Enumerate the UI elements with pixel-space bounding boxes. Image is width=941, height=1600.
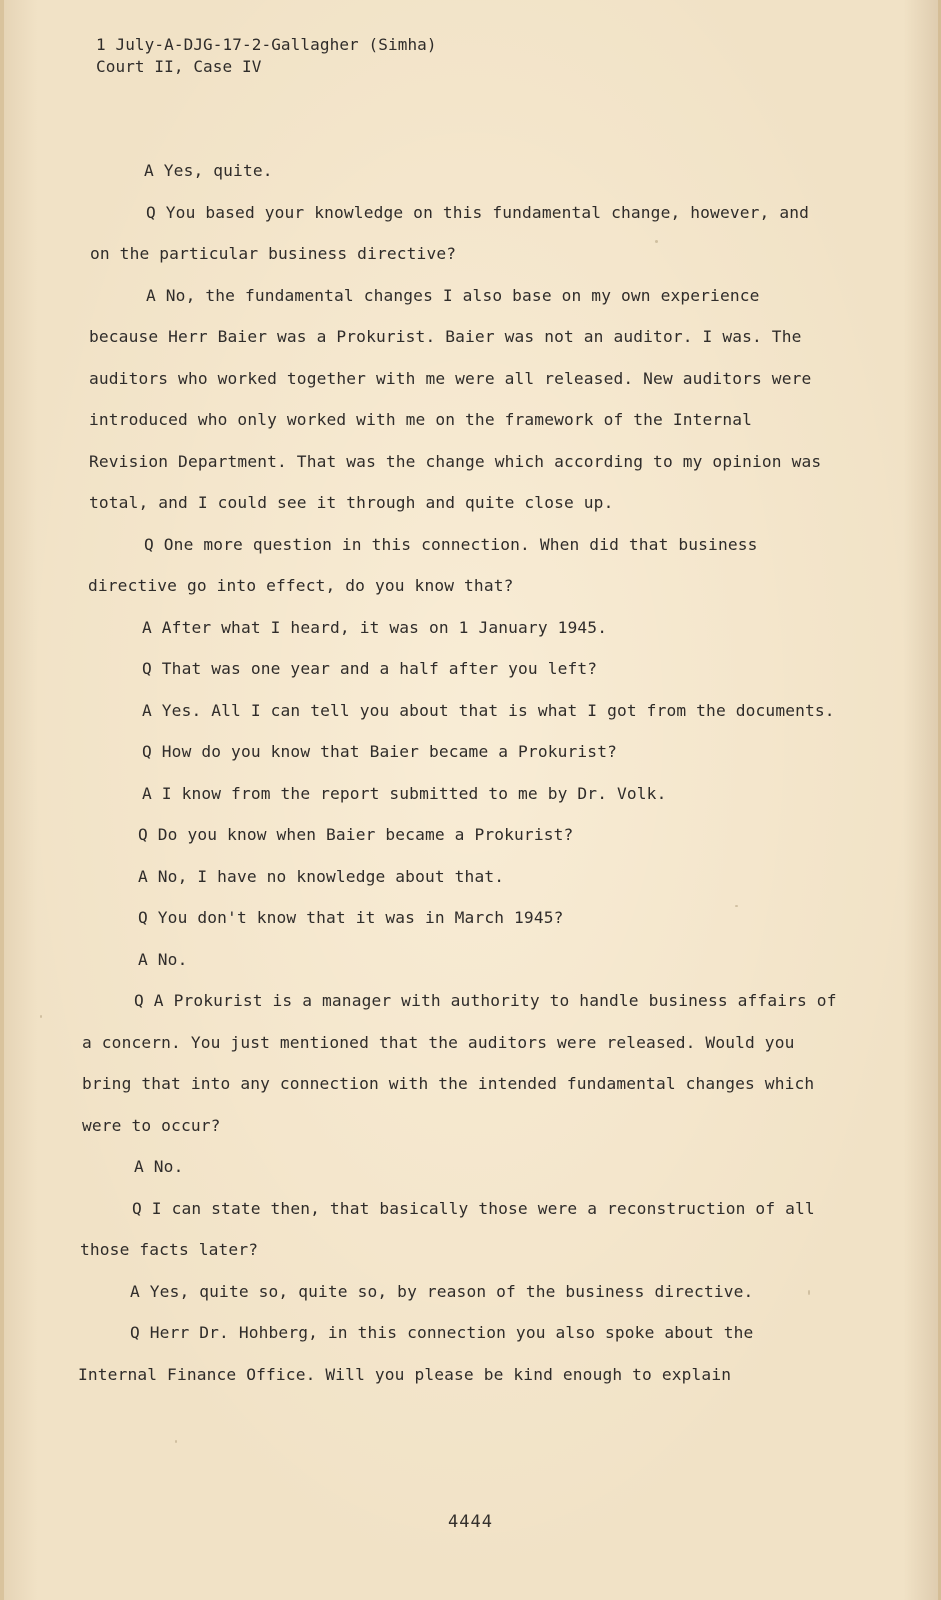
transcript-paragraph: Q Do you know when Baier became a Prokurist? [138, 825, 574, 844]
transcript-body [78, 150, 838, 1395]
transcript-paragraph: A No. [138, 949, 188, 969]
transcript-paragraph: A Yes, quite. [144, 161, 273, 180]
transcript-paragraph: Q One more question in this connection. When did that business directive go into effect, do you know that? [88, 534, 758, 595]
document-header [96, 34, 437, 78]
paper-speck [40, 1015, 42, 1018]
transcript-paragraph: A Yes. All I can tell you about that is what I got from the documents. [142, 700, 835, 720]
transcript-paragraph: Q Herr Dr. Hohberg, in this connection you also spoke about the Internal Finance Office. Will you please be kind enough to explain [78, 1323, 754, 1384]
page-left-edge [0, 0, 4, 1600]
paper-speck [735, 905, 738, 907]
transcript-paragraph: Q That was one year and a half after you left? [142, 659, 598, 678]
paper-speck [808, 1290, 810, 1295]
transcript-paragraph: A Yes, quite so, quite so, by reason of the business directive. [130, 1281, 754, 1301]
paper-speck [655, 240, 658, 243]
transcript-paragraph: Q You based your knowledge on this fundamental change, however, and on the particular business directive? [90, 202, 810, 263]
transcript-paragraph: Q I can state then, that basically those were a reconstruction of all those facts later? [80, 1198, 815, 1259]
transcript-paragraph: A No. [134, 1157, 184, 1176]
header-line-file-reference: 1 July-A-DJG-17-2-Gallagher (Simha) [96, 35, 437, 54]
transcript-paragraph: Q You don't know that it was in March 1945? [138, 908, 564, 927]
header-line-court-case: Court II, Case IV [96, 57, 262, 76]
transcript-paragraph: A No, the fundamental changes I also base on my own experience because Herr Baier was a Prokurist. Baier was not an auditor. I was. The auditors who worked together with me were all released. New auditors were introduced who only worked with me on the framework of the Internal Revision Department. That was the change which according to my opinion was total, and I could see it through and quite close up. [89, 285, 822, 512]
transcript-paragraph: Q A Prokurist is a manager with authority to handle business affairs of a concern. You just mentioned that the auditors were released. Would you bring that into any connection with the intended fundamental changes which were to occur? [82, 991, 837, 1135]
transcript-paragraph: A No, I have no knowledge about that. [138, 866, 505, 886]
page-number: 4444 [448, 1512, 493, 1532]
transcript-paragraph: Q How do you know that Baier became a Prokurist? [142, 742, 617, 761]
transcript-paragraph: A I know from the report submitted to me by Dr. Volk. [142, 783, 667, 803]
transcript-paragraph: A After what I heard, it was on 1 January 1945. [142, 617, 608, 637]
paper-speck [175, 1440, 177, 1443]
